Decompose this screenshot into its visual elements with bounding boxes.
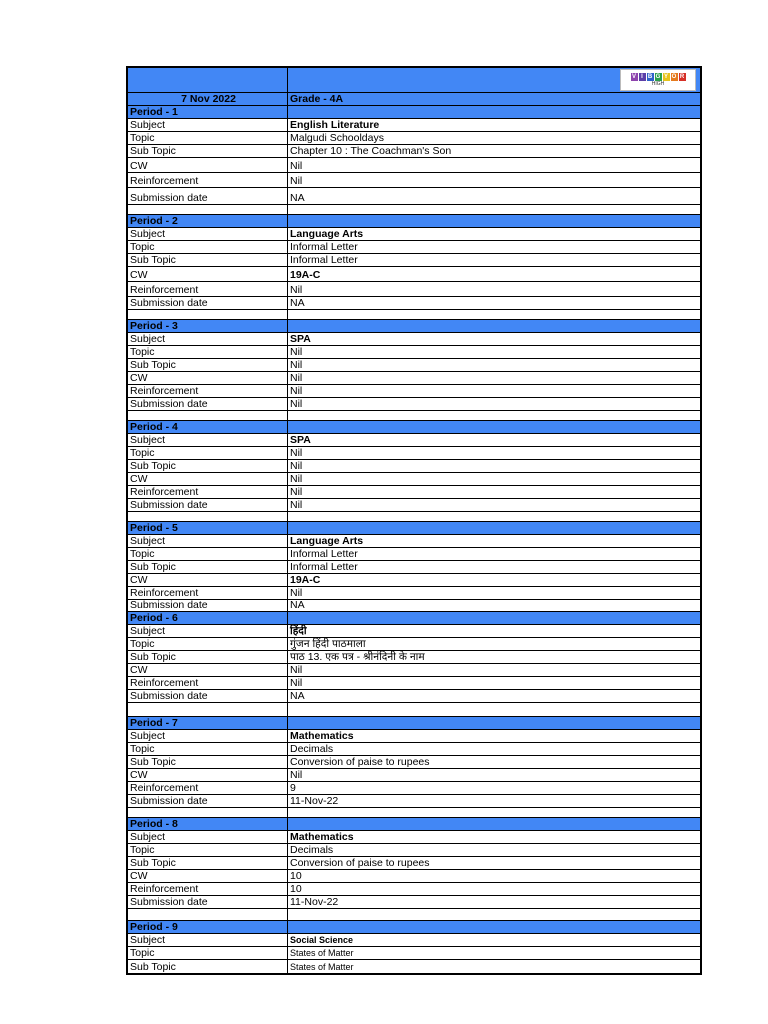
topic-label: Topic [128, 241, 288, 253]
cw-value: Nil [290, 664, 303, 676]
reinforcement-row [128, 173, 700, 188]
topic-row [128, 132, 700, 145]
spacer-cell [128, 703, 288, 716]
period-header-blank [288, 921, 700, 933]
subject-row [128, 434, 700, 447]
sub-topic-row [128, 145, 700, 158]
topic-value: Nil [290, 346, 303, 358]
submission-date-row [128, 795, 700, 808]
logo-letter: R [679, 74, 685, 80]
spacer-cell [128, 205, 288, 214]
period-title: Period - 3 [128, 320, 288, 332]
subject-row [128, 730, 700, 743]
subject-value: Social Science [290, 935, 354, 945]
sub-topic-label: Sub Topic [128, 561, 288, 573]
submission-date-label: Submission date [128, 188, 288, 204]
subject-label: Subject [128, 625, 288, 637]
period-header-row [128, 215, 700, 228]
logo-letter: O [671, 74, 677, 80]
cw-row [128, 473, 700, 486]
subject-row [128, 333, 700, 346]
sub-topic-value: Nil [290, 359, 303, 371]
submission-date-row [128, 188, 700, 205]
cw-row [128, 870, 700, 883]
period-header-blank [288, 215, 700, 227]
cw-value: 19A-C [290, 269, 321, 281]
topic-label: Topic [128, 346, 288, 358]
spacer-cell [288, 703, 700, 716]
sub-topic-value: Conversion of paise to rupees [290, 756, 430, 768]
topic-value: States of Matter [290, 948, 354, 958]
reinforcement-value: Nil [290, 677, 303, 689]
sub-topic-label: Sub Topic [128, 254, 288, 266]
cw-label: CW [128, 372, 288, 384]
submission-date-label: Submission date [128, 297, 288, 309]
logo-row [128, 68, 700, 93]
submission-date-value: Nil [290, 499, 303, 511]
cw-label: CW [128, 664, 288, 676]
topic-row [128, 447, 700, 460]
cw-label: CW [128, 574, 288, 586]
topic-value: Nil [290, 447, 303, 459]
reinforcement-label: Reinforcement [128, 282, 288, 296]
spacer-row [128, 512, 700, 522]
subject-value: Mathematics [290, 730, 354, 742]
blank-header-cell [128, 68, 288, 92]
period-header-blank [288, 106, 700, 118]
topic-row [128, 241, 700, 254]
cw-value: Nil [290, 473, 303, 485]
spacer-cell [288, 310, 700, 319]
cw-value: Nil [290, 372, 303, 384]
subject-label: Subject [128, 535, 288, 547]
sub-topic-label: Sub Topic [128, 756, 288, 768]
sub-topic-label: Sub Topic [128, 359, 288, 371]
period-header-row [128, 421, 700, 434]
cw-value: 10 [290, 870, 302, 882]
vibgyor-logo [620, 69, 696, 91]
period-title: Period - 2 [128, 215, 288, 227]
topic-value: Malgudi Schooldays [290, 132, 384, 144]
topic-value: Informal Letter [290, 241, 358, 253]
subject-row [128, 934, 700, 947]
subject-row [128, 228, 700, 241]
sub-topic-row [128, 254, 700, 267]
cw-row [128, 769, 700, 782]
topic-label: Topic [128, 844, 288, 856]
reinforcement-row [128, 385, 700, 398]
reinforcement-row [128, 282, 700, 297]
topic-value: Informal Letter [290, 548, 358, 560]
subject-row [128, 119, 700, 132]
subject-row [128, 625, 700, 638]
grade-cell: Grade - 4A [288, 93, 700, 105]
subject-row [128, 535, 700, 548]
period-header-row [128, 818, 700, 831]
date-cell: 7 Nov 2022 [128, 93, 288, 105]
spacer-cell [288, 205, 700, 214]
spacer-cell [128, 909, 288, 920]
submission-date-value: NA [290, 600, 305, 611]
subject-value: SPA [290, 434, 311, 446]
period-title: Period - 9 [128, 921, 288, 933]
sub-topic-value: Conversion of paise to rupees [290, 857, 430, 869]
reinforcement-value: Nil [290, 284, 303, 296]
period-header-row [128, 717, 700, 730]
submission-date-label: Submission date [128, 499, 288, 511]
spacer-cell [128, 310, 288, 319]
topic-value: गुंजन हिंदी पाठमाला [290, 638, 366, 650]
submission-date-value: NA [290, 297, 305, 309]
logo-letter: Y [663, 74, 668, 80]
subject-label: Subject [128, 333, 288, 345]
spacer-row [128, 205, 700, 215]
reinforcement-row [128, 677, 700, 690]
reinforcement-row [128, 486, 700, 499]
submission-date-row [128, 499, 700, 512]
sub-topic-row [128, 756, 700, 769]
topic-label: Topic [128, 132, 288, 144]
cw-row [128, 574, 700, 587]
cw-row [128, 158, 700, 173]
sub-topic-row [128, 359, 700, 372]
subject-label: Subject [128, 934, 288, 946]
reinforcement-label: Reinforcement [128, 677, 288, 689]
subject-label: Subject [128, 228, 288, 240]
cw-label: CW [128, 267, 288, 281]
spacer-cell [288, 909, 700, 920]
subject-value: Language Arts [290, 228, 364, 240]
submission-date-label: Submission date [128, 600, 288, 611]
topic-row [128, 346, 700, 359]
period-header-row [128, 320, 700, 333]
period-header-row [128, 612, 700, 625]
sub-topic-value: Nil [290, 460, 303, 472]
logo-letter: I [639, 73, 646, 81]
reinforcement-value: 10 [290, 883, 302, 895]
reinforcement-label: Reinforcement [128, 385, 288, 397]
submission-date-row [128, 600, 700, 612]
subject-label: Subject [128, 831, 288, 843]
cw-value: 19A-C [290, 574, 321, 586]
topic-label: Topic [128, 743, 288, 755]
sub-topic-value: पाठ 13. एक पत्र - श्रीनंदिनी के नाम [290, 651, 425, 663]
subject-value: Mathematics [290, 831, 354, 843]
cw-label: CW [128, 769, 288, 781]
topic-row [128, 844, 700, 857]
reinforcement-value: Nil [290, 486, 303, 498]
spacer-cell [288, 512, 700, 521]
period-header-row [128, 921, 700, 934]
period-title: Period - 1 [128, 106, 288, 118]
logo-cell [288, 68, 700, 92]
spacer-row [128, 808, 700, 818]
cw-value: Nil [290, 769, 303, 781]
sub-topic-row [128, 960, 700, 973]
logo-letter: G [655, 74, 661, 80]
topic-row [128, 548, 700, 561]
reinforcement-label: Reinforcement [128, 173, 288, 187]
submission-date-value: 11-Nov-22 [290, 795, 339, 807]
submission-date-label: Submission date [128, 398, 288, 410]
submission-date-row [128, 690, 700, 703]
subject-value: Language Arts [290, 535, 364, 547]
cw-row [128, 664, 700, 677]
topic-label: Topic [128, 947, 288, 959]
subject-label: Subject [128, 434, 288, 446]
subject-label: Subject [128, 119, 288, 131]
sub-topic-label: Sub Topic [128, 460, 288, 472]
submission-date-value: NA [290, 192, 305, 204]
period-header-row [128, 106, 700, 119]
submission-date-label: Submission date [128, 690, 288, 702]
topic-label: Topic [128, 638, 288, 650]
logo-letter: V [631, 74, 636, 80]
submission-date-value: NA [290, 690, 305, 702]
sub-topic-label: Sub Topic [128, 857, 288, 869]
spacer-row [128, 411, 700, 421]
cw-row [128, 372, 700, 385]
period-title: Period - 5 [128, 522, 288, 534]
topic-row [128, 743, 700, 756]
reinforcement-row [128, 782, 700, 795]
spacer-cell [288, 411, 700, 420]
topic-row [128, 947, 700, 960]
subject-value: SPA [290, 333, 311, 345]
sub-topic-row [128, 561, 700, 574]
period-header-row [128, 522, 700, 535]
topic-label: Topic [128, 447, 288, 459]
cw-row [128, 267, 700, 282]
sub-topic-value: States of Matter [290, 962, 354, 972]
cw-label: CW [128, 158, 288, 172]
date-grade-row [128, 93, 700, 106]
period-title: Period - 8 [128, 818, 288, 830]
reinforcement-label: Reinforcement [128, 486, 288, 498]
logo-letter: B [647, 74, 653, 80]
sub-topic-row [128, 460, 700, 473]
subject-value: हिंदी [290, 625, 307, 637]
period-title: Period - 4 [128, 421, 288, 433]
cw-label: CW [128, 870, 288, 882]
period-header-blank [288, 320, 700, 332]
submission-date-row [128, 297, 700, 310]
spacer-cell [288, 808, 700, 817]
reinforcement-label: Reinforcement [128, 883, 288, 895]
spacer-cell [128, 512, 288, 521]
reinforcement-value: Nil [290, 175, 303, 187]
topic-label: Topic [128, 548, 288, 560]
period-title: Period - 7 [128, 717, 288, 729]
subject-value: English Literature [290, 119, 380, 131]
period-header-blank [288, 612, 700, 624]
periods-container [128, 106, 700, 973]
reinforcement-value: Nil [290, 385, 303, 397]
topic-row [128, 638, 700, 651]
topic-value: Decimals [290, 743, 334, 755]
submission-date-label: Submission date [128, 896, 288, 908]
submission-date-label: Submission date [128, 795, 288, 807]
period-title: Period - 6 [128, 612, 288, 624]
reinforcement-value: 9 [290, 782, 296, 794]
spacer-row [128, 310, 700, 320]
timetable-sheet [126, 66, 702, 975]
logo-letters [631, 73, 686, 81]
reinforcement-label: Reinforcement [128, 587, 288, 599]
period-header-blank [288, 522, 700, 534]
spacer-row [128, 703, 700, 717]
spacer-cell [128, 808, 288, 817]
sub-topic-value: Chapter 10 : The Coachman's Son [290, 145, 452, 157]
reinforcement-value: Nil [290, 587, 303, 599]
sub-topic-label: Sub Topic [128, 651, 288, 663]
topic-value: Decimals [290, 844, 334, 856]
sub-topic-value: Informal Letter [290, 254, 358, 266]
reinforcement-label: Reinforcement [128, 782, 288, 794]
subject-row [128, 831, 700, 844]
period-header-blank [288, 818, 700, 830]
submission-date-value: Nil [290, 398, 303, 410]
reinforcement-row [128, 587, 700, 600]
sub-topic-row [128, 651, 700, 664]
reinforcement-row [128, 883, 700, 896]
sub-topic-label: Sub Topic [128, 960, 288, 973]
submission-date-value: 11-Nov-22 [290, 896, 339, 908]
logo-subtitle: HIGH [651, 81, 665, 87]
spacer-row [128, 909, 700, 921]
sub-topic-label: Sub Topic [128, 145, 288, 157]
submission-date-row [128, 896, 700, 909]
cw-value: Nil [290, 160, 303, 172]
spacer-cell [128, 411, 288, 420]
sub-topic-value: Informal Letter [290, 561, 358, 573]
cw-label: CW [128, 473, 288, 485]
sub-topic-row [128, 857, 700, 870]
period-header-blank [288, 717, 700, 729]
period-header-blank [288, 421, 700, 433]
subject-label: Subject [128, 730, 288, 742]
submission-date-row [128, 398, 700, 411]
